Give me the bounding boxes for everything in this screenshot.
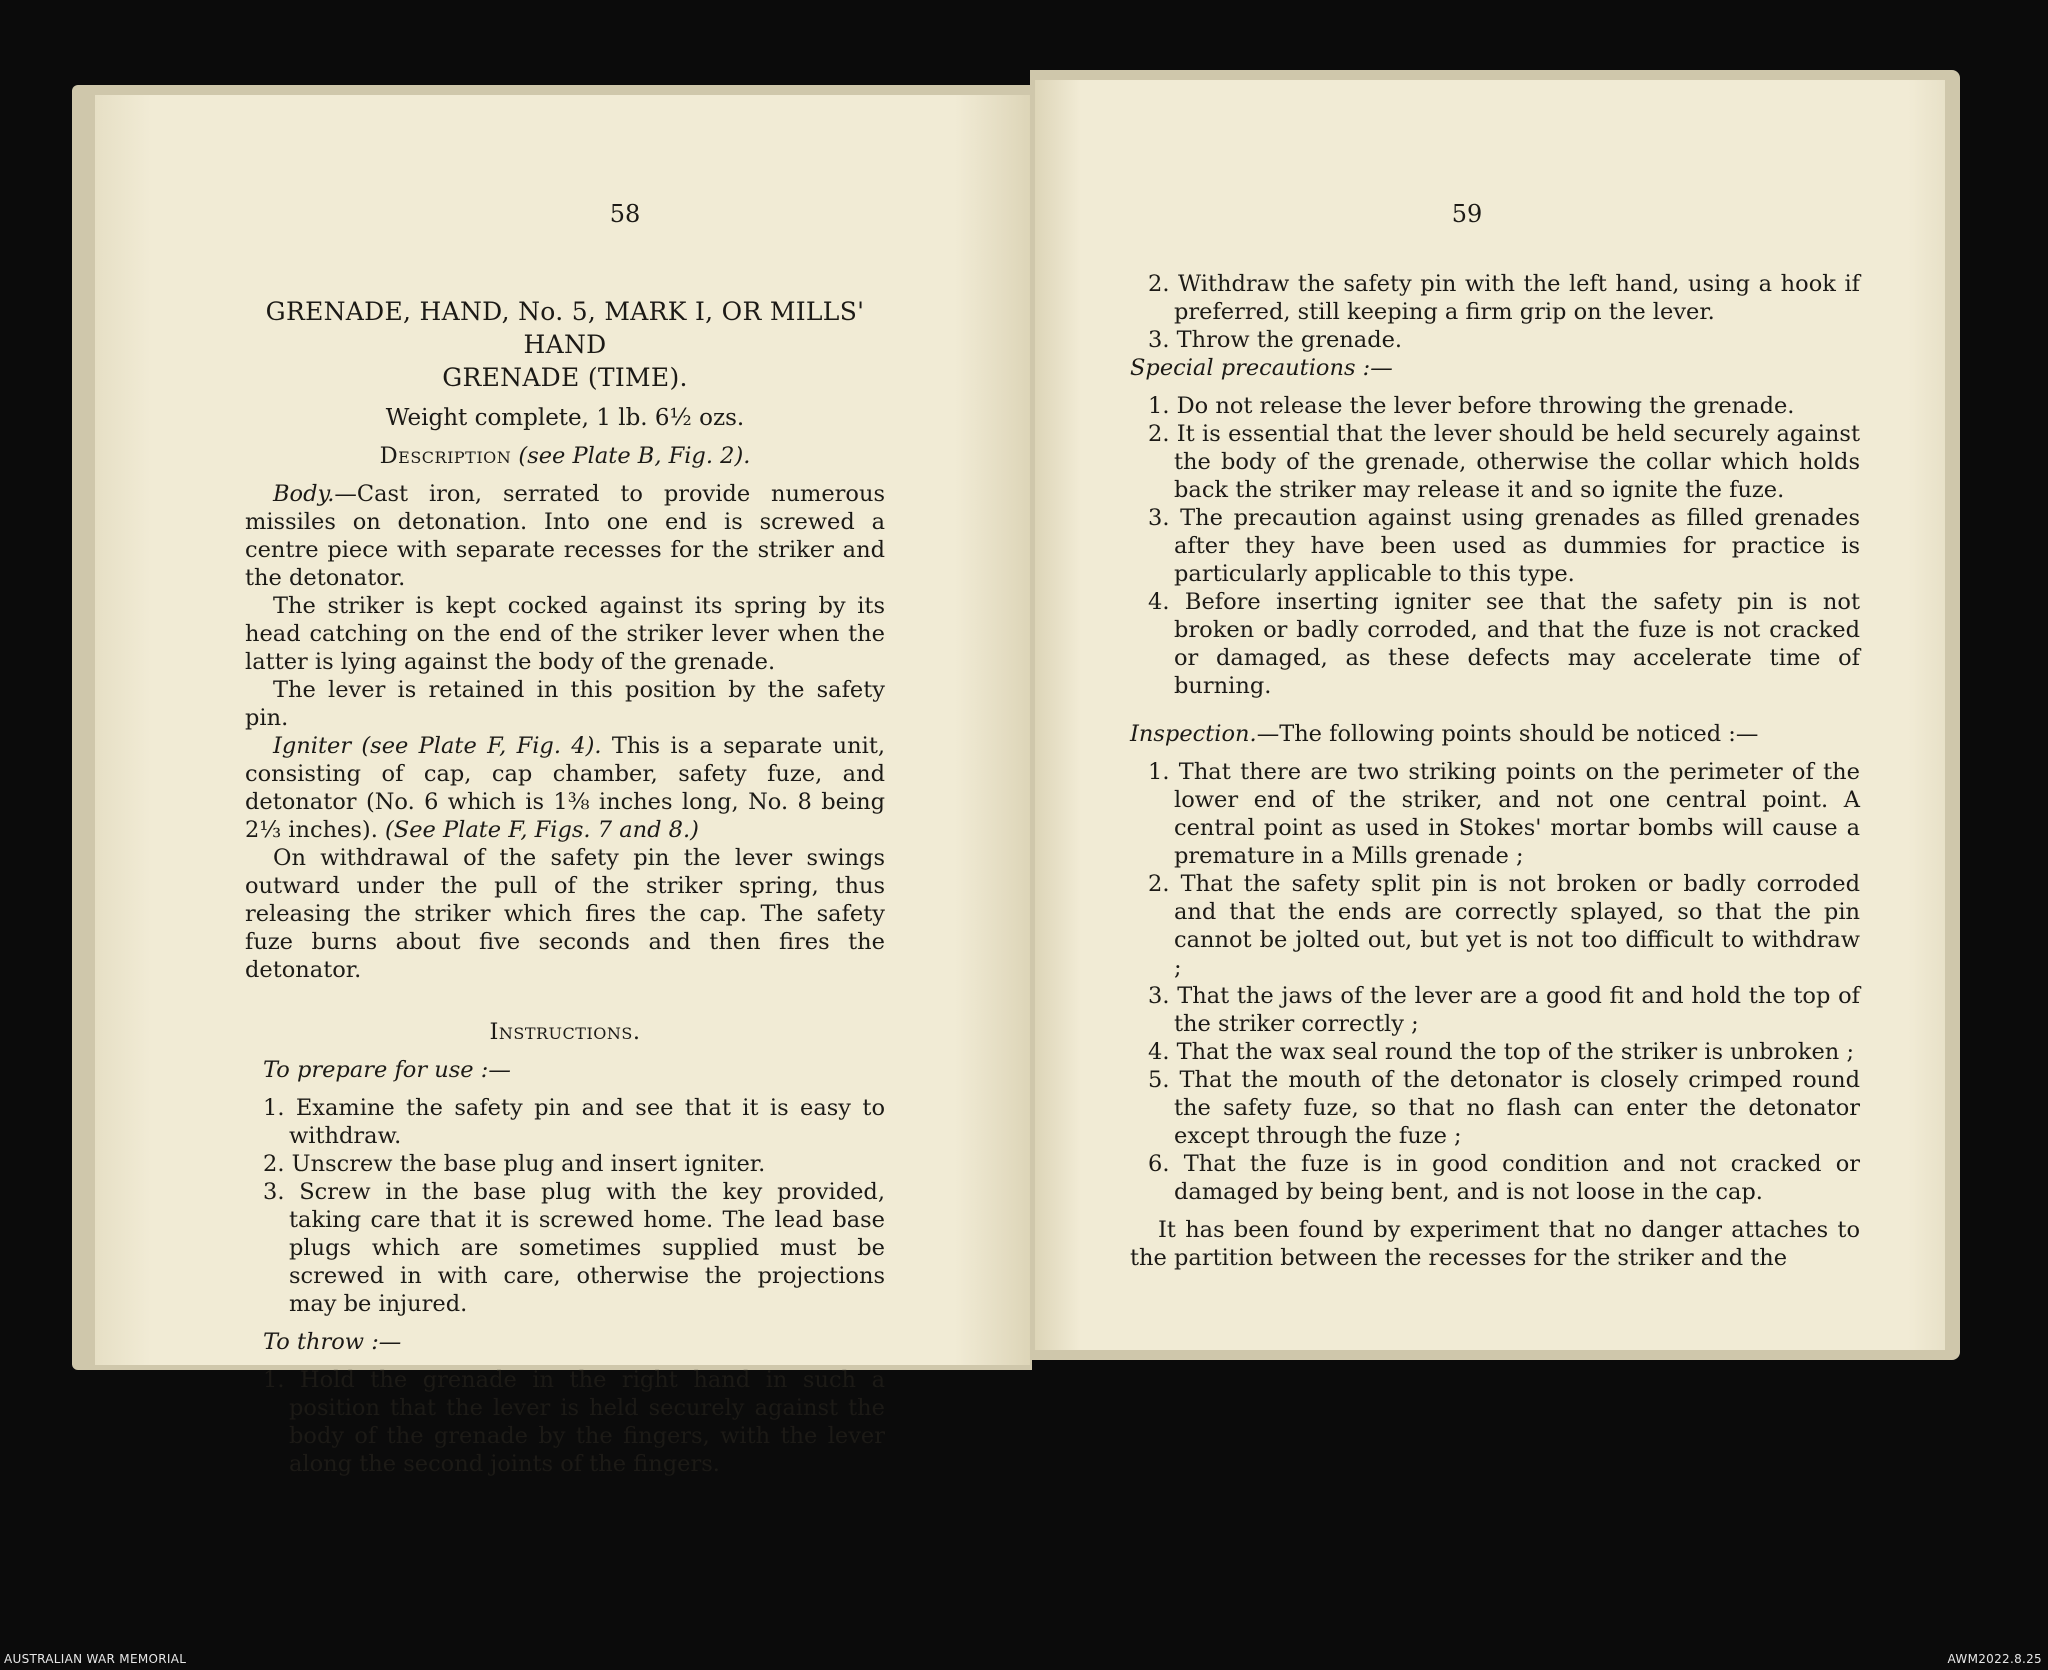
igniter-text: This is a separate unit, consisting of cap, cap chamber, safety fuze, and detonator (No. 6 which is 1⅜ inches long, No. 8 being 2⅓ inches). [245, 733, 886, 843]
list-item: 1. Hold the grenade in the right hand in such a position that the lever is held securely against the body of the grenade by the fingers, with the lever along the second joints of the fingers. [263, 1367, 885, 1477]
striker-paragraph: The striker is kept cocked against its spring by its head catching on the end of the striker lever when the latter is lying against the body of the grenade. [245, 593, 885, 675]
left-page-content [245, 295, 885, 1478]
prepare-heading: To prepare for use :— [263, 1057, 511, 1083]
page-number: 58 [609, 200, 641, 228]
inspection-label: Inspection. [1130, 721, 1257, 747]
list-item: 1. That there are two striking points on the perimeter of the lower end of the striker, and not one central point. A central point as used in Stokes' mortar bombs will cause a premature in a Mills grenade ; [1148, 759, 1860, 869]
inspection-paragraph [1130, 720, 1860, 748]
body-label: Body. [273, 481, 335, 507]
list-item: 1. Do not release the lever before throwing the grenade. [1148, 393, 1795, 419]
footer-right-label: AWM2022.8.25 [1947, 1652, 2042, 1666]
list-item: 3. That the jaws of the lever are a good fit and hold the top of the striker correctly ; [1148, 983, 1860, 1037]
body-text: —Cast iron, serrated to provide numerous missiles on detonation. Into one end is screwed a centre piece with separate recesses for the striker and the detonator. [245, 481, 885, 591]
list-item: 2. Unscrew the base plug and insert igniter. [263, 1151, 766, 1177]
list-item: 4. That the wax seal round the top of the striker is unbroken ; [1148, 1039, 1855, 1065]
precautions-heading: Special precautions :— [1130, 355, 1393, 381]
right-page-content [1130, 270, 1860, 1272]
list-item: 2. Withdraw the safety pin with the left hand, using a hook if preferred, still keeping a firm grip on the lever. [1148, 271, 1860, 325]
page-number: 59 [1451, 200, 1483, 228]
final-paragraph: It has been found by experiment that no danger attaches to the partition between the recesses for the striker and the [1130, 1217, 1860, 1271]
igniter-ref-2: (See Plate F, Figs. 7 and 8.) [385, 817, 699, 843]
igniter-ref: (see Plate F, Fig. 4). [361, 733, 602, 759]
list-item: 1. Examine the safety pin and see that it is easy to withdraw. [263, 1095, 885, 1149]
list-item: 4. Before inserting igniter see that the safety pin is not broken or badly corroded, and that the fuze is not cracked or damaged, as these defects may accelerate time of burning. [1148, 589, 1860, 699]
list-item: 3. The precaution against using grenades as filled grenades after they have been used as dummies for practice is particularly applicable to this type. [1148, 505, 1860, 587]
throw-heading: To throw :— [263, 1329, 402, 1355]
igniter-label: Igniter [273, 733, 352, 759]
title-line-1: GRENADE, HAND, No. 5, MARK I, OR MILLS' HAND [265, 297, 865, 359]
grenade-title [245, 295, 885, 394]
list-item: 2. That the safety split pin is not broken or badly corroded and that the ends are correctly splayed, so that the pin cannot be jolted out, but yet is not too difficult to withdraw ; [1148, 871, 1860, 981]
left-page [95, 95, 1030, 1477]
lever-paragraph: The lever is retained in this position by the safety pin. [245, 677, 885, 731]
body-paragraph [245, 480, 885, 592]
withdrawal-paragraph: On withdrawal of the safety pin the lever swings outward under the pull of the striker spring, thus releasing the striker which fires the cap. The safety fuze burns about five seconds and then fires the detonator. [245, 845, 885, 983]
list-item: 3. Screw in the base plug with the key provided, taking care that it is screwed home. The lead base plugs which are sometimes supplied must be screwed in with care, otherwise the projections may be injured. [263, 1179, 885, 1317]
weight-line: Weight complete, 1 lb. 6½ ozs. [385, 405, 745, 431]
igniter-paragraph [245, 732, 885, 844]
description-heading [245, 442, 885, 470]
footer-left-label: AUSTRALIAN WAR MEMORIAL [4, 1652, 187, 1666]
list-item: 2. It is essential that the lever should be held securely against the body of the grenade, otherwise the collar which holds back the striker may release it and so ignite the fuze. [1148, 421, 1860, 503]
title-line-2: GRENADE (TIME). [442, 363, 688, 392]
inspection-text: —The following points should be noticed :— [1256, 721, 1759, 747]
instructions-heading: Instructions. [489, 1019, 641, 1045]
list-item: 5. That the mouth of the detonator is closely crimped round the safety fuze, so that no flash can enter the detonator except through the fuze ; [1148, 1067, 1860, 1149]
description-label: Description [379, 443, 512, 469]
description-ref: (see Plate B, Fig. 2). [518, 443, 751, 469]
list-item: 6. That the fuze is in good condition and not cracked or damaged by being bent, and is not loose in the cap. [1148, 1151, 1860, 1205]
right-page [1035, 80, 1945, 1350]
list-item: 3. Throw the grenade. [1148, 327, 1403, 353]
